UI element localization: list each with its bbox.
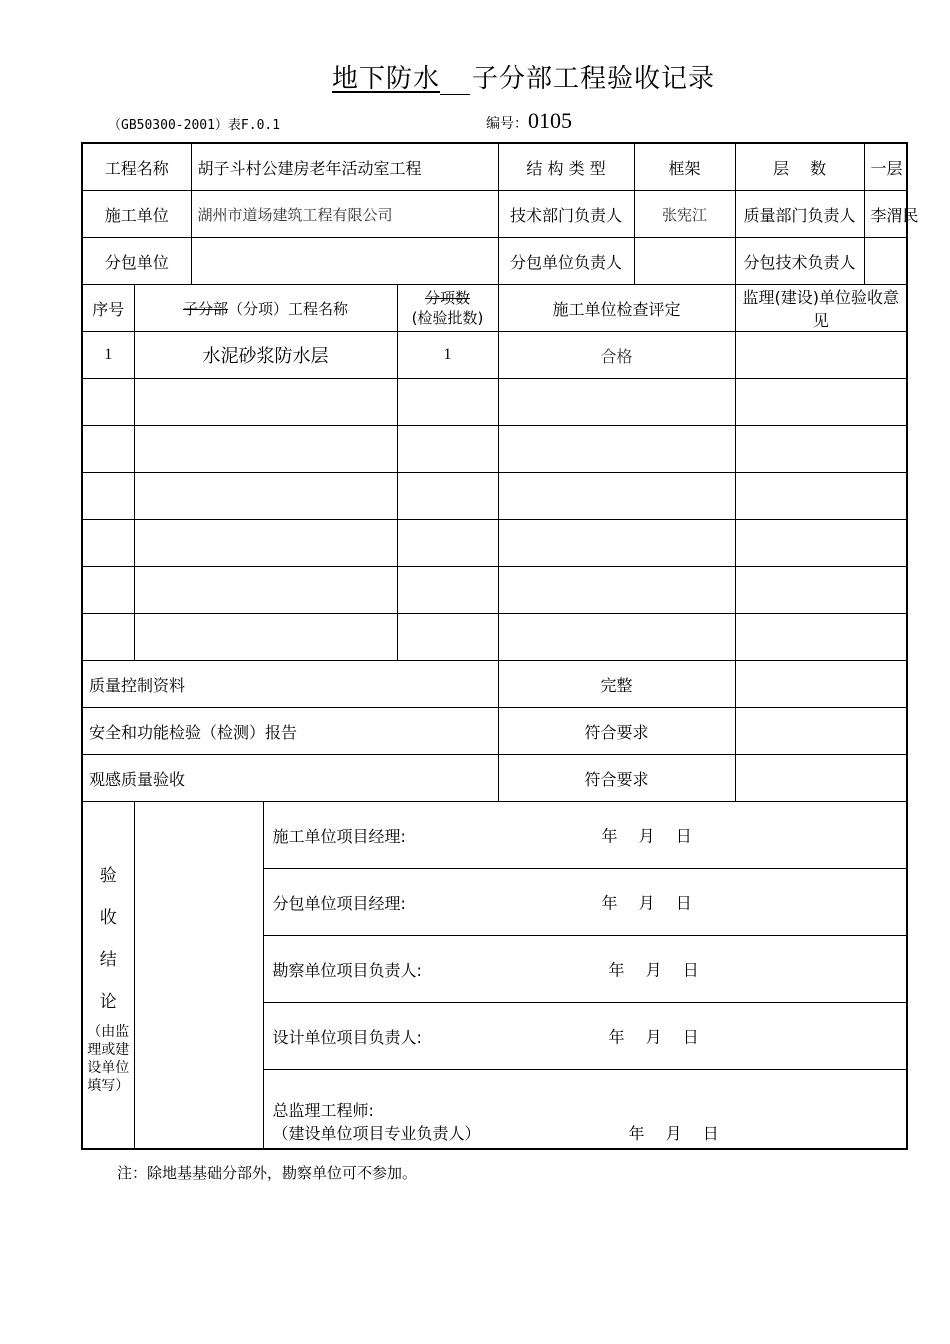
item-count — [397, 567, 498, 614]
item-check — [498, 426, 735, 473]
summary-label: 质量控制资料 — [82, 661, 498, 708]
item-count: 1 — [397, 332, 498, 379]
item-seq — [82, 520, 134, 567]
sub-tech-head-label: 分包技术负责人 — [735, 238, 864, 285]
conclusion-char: 收 — [99, 908, 117, 928]
item-row — [82, 332, 907, 379]
item-row — [82, 473, 907, 520]
item-check — [498, 567, 735, 614]
item-count — [397, 473, 498, 520]
conclusion-content-cell — [134, 802, 263, 1150]
signature-cell — [263, 936, 907, 1003]
item-seq: 1 — [82, 332, 134, 379]
header-supervisor-accept: 监理(建设)单位验收意见 — [735, 285, 907, 332]
item-accept — [735, 520, 907, 567]
summary-row-quality-docs — [82, 661, 907, 708]
acceptance-form-table — [81, 142, 919, 1150]
signature-cell — [263, 802, 907, 869]
item-accept — [735, 473, 907, 520]
item-accept — [735, 379, 907, 426]
signature-label: 勘察单位项目负责人: — [272, 960, 422, 980]
tech-head-value: 张宪江 — [634, 191, 735, 238]
record-number-value: 0105 — [528, 108, 572, 133]
owner-representative-label: （建设单位项目专业负责人） — [272, 1124, 481, 1143]
info-row-subcontractor — [82, 238, 907, 285]
item-accept — [735, 332, 907, 379]
summary-check: 符合要求 — [498, 755, 735, 802]
summary-label: 安全和功能检验（检测）报告 — [82, 708, 498, 755]
contractor-label: 施工单位 — [82, 191, 191, 238]
conclusion-note-line: 设单位 — [87, 1060, 130, 1076]
header-item-name-rest: （分项）工程名称 — [228, 299, 349, 318]
item-count — [397, 379, 498, 426]
item-check — [498, 520, 735, 567]
item-name — [134, 567, 397, 614]
project-name-value: 胡子斗村公建房老年活动室工程 — [191, 143, 498, 191]
title-subject: 地下防水 — [332, 64, 441, 94]
structure-type-value: 框架 — [634, 143, 735, 191]
item-check — [498, 379, 735, 426]
signature-date: 年 月 日 — [628, 1124, 719, 1143]
summary-label: 观感质量验收 — [82, 755, 498, 802]
item-count — [397, 426, 498, 473]
header-contractor-check: 施工单位检查评定 — [498, 285, 735, 332]
structure-type-label: 结 构 类 型 — [498, 143, 634, 191]
item-row — [82, 426, 907, 473]
item-seq — [82, 379, 134, 426]
info-row-project — [82, 143, 907, 191]
document-title — [332, 58, 715, 95]
summary-check: 符合要求 — [498, 708, 735, 755]
item-count — [397, 520, 498, 567]
sub-tech-head-value — [864, 238, 907, 285]
conclusion-note-line: （由监 — [87, 1024, 130, 1040]
conclusion-label-cell — [82, 802, 134, 1150]
signature-date: 年 月 日 — [601, 826, 692, 846]
conclusion-char: 结 — [99, 950, 117, 970]
item-check — [498, 473, 735, 520]
standard-reference: （GB50300-2001）表F.0.1 — [108, 118, 281, 133]
tech-head-label: 技术部门负责人 — [498, 191, 634, 238]
signature-row — [82, 802, 907, 869]
summary-accept — [735, 755, 907, 802]
conclusion-char: 论 — [99, 992, 117, 1012]
summary-accept — [735, 708, 907, 755]
header-item-count — [397, 285, 498, 332]
summary-row-appearance — [82, 755, 907, 802]
item-row — [82, 520, 907, 567]
item-seq — [82, 614, 134, 661]
item-accept — [735, 567, 907, 614]
final-signature-cell — [263, 1070, 907, 1150]
subcontractor-label: 分包单位 — [82, 238, 191, 285]
record-number — [486, 108, 572, 134]
title-main: 子分部工程验收记录 — [472, 64, 716, 94]
item-name — [134, 473, 397, 520]
signature-label: 设计单位项目负责人: — [272, 1027, 422, 1047]
sub-head-label: 分包单位负责人 — [498, 238, 634, 285]
item-seq — [82, 473, 134, 520]
item-check: 合格 — [498, 332, 735, 379]
signature-date: 年 月 日 — [601, 893, 692, 913]
item-name — [134, 379, 397, 426]
summary-check: 完整 — [498, 661, 735, 708]
record-number-label: 编号： — [486, 116, 528, 132]
signature-label: 分包单位项目经理: — [272, 893, 406, 913]
quality-head-label: 质量部门负责人 — [735, 191, 864, 238]
conclusion-char: 验 — [99, 866, 117, 886]
signature-date: 年 月 日 — [608, 960, 699, 980]
floors-label: 层 数 — [735, 143, 864, 191]
conclusion-note-line: 理或建 — [87, 1042, 130, 1058]
item-row — [82, 379, 907, 426]
signature-label: 施工单位项目经理: — [272, 826, 406, 846]
subcontractor-value — [191, 238, 498, 285]
item-row — [82, 614, 907, 661]
item-row — [82, 567, 907, 614]
item-accept — [735, 614, 907, 661]
item-check — [498, 614, 735, 661]
item-name — [134, 520, 397, 567]
signature-cell — [263, 869, 907, 936]
chief-supervisor-label: 总监理工程师: — [272, 1101, 374, 1120]
summary-accept — [735, 661, 907, 708]
items-header-row — [82, 285, 907, 332]
signature-date: 年 月 日 — [608, 1027, 699, 1047]
item-seq — [82, 567, 134, 614]
item-name: 水泥砂浆防水层 — [134, 332, 397, 379]
title-underline-blank — [440, 72, 470, 95]
item-name — [134, 614, 397, 661]
header-count-line2: (检验批数) — [411, 309, 484, 327]
header-count-line1: 分项数 — [425, 289, 471, 307]
project-name-label: 工程名称 — [82, 143, 191, 191]
info-row-contractor — [82, 191, 907, 238]
item-accept — [735, 426, 907, 473]
sub-head-value — [634, 238, 735, 285]
floors-value: 一层 — [864, 143, 907, 191]
quality-head-value: 李渭民 — [864, 191, 907, 238]
header-seq: 序号 — [82, 285, 134, 332]
summary-row-safety-report — [82, 708, 907, 755]
item-count — [397, 614, 498, 661]
contractor-value: 湖州市道场建筑工程有限公司 — [191, 191, 498, 238]
header-item-name-struck: 子分部 — [182, 299, 228, 318]
item-name — [134, 426, 397, 473]
footnote: 注：除地基基础分部外，勘察单位可不参加。 — [117, 1164, 418, 1182]
conclusion-note-line: 填写） — [87, 1078, 130, 1094]
item-seq — [82, 426, 134, 473]
header-item-name — [134, 285, 397, 332]
signature-cell — [263, 1003, 907, 1070]
